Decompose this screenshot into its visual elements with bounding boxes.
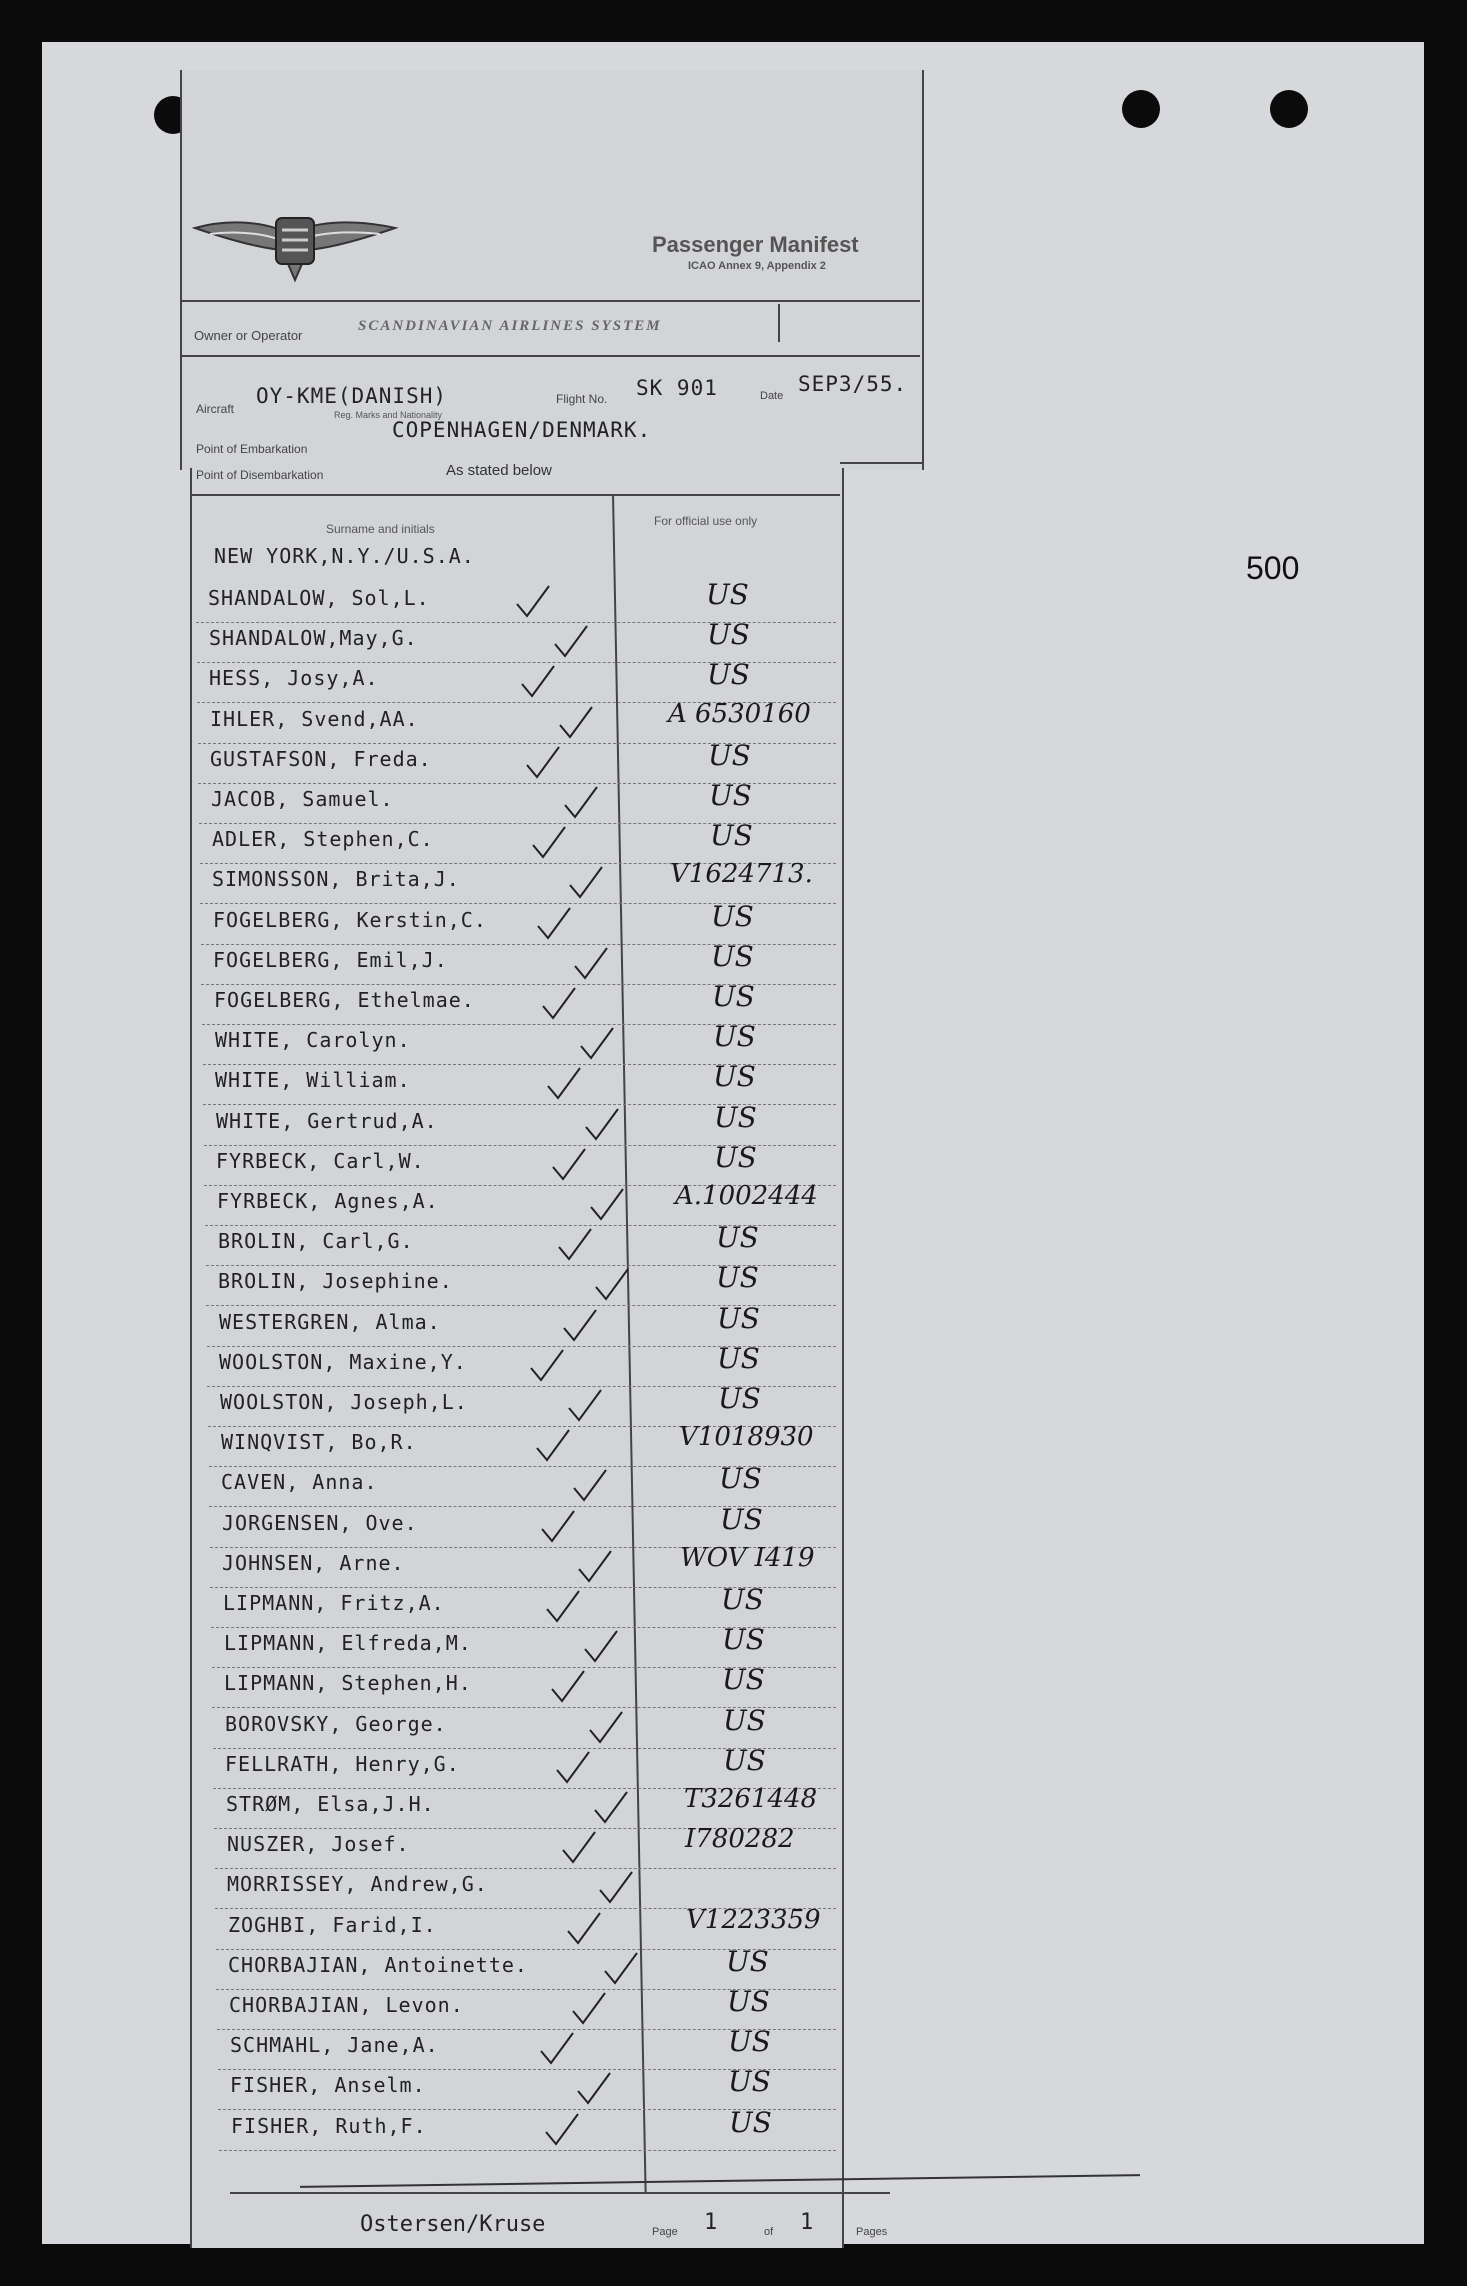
passenger-name: FELLRATH, Henry,G. <box>225 1752 460 1776</box>
passenger-name: JORGENSEN, Ove. <box>222 1511 418 1535</box>
page-value: 1 <box>704 2210 718 2235</box>
passenger-name: FOGELBERG, Kerstin,C. <box>213 908 487 932</box>
official-annotation: US <box>716 1221 759 1254</box>
check-mark-icon <box>553 1748 593 1788</box>
check-mark-icon <box>586 1708 626 1748</box>
passenger-name: CHORBAJIAN, Antoinette. <box>228 1953 528 1977</box>
check-mark-icon <box>555 1225 595 1265</box>
official-annotation: US <box>711 900 754 933</box>
official-annotation: US <box>717 1302 760 1335</box>
passenger-name: LIPMANN, Stephen,H. <box>224 1671 472 1695</box>
check-mark-icon <box>534 904 574 944</box>
official-annotation: US <box>707 658 750 691</box>
check-mark-icon <box>551 622 591 662</box>
check-mark-icon <box>542 2110 582 2150</box>
official-annotation: US <box>728 2065 771 2098</box>
official-annotation: WOV I419 <box>680 1543 815 1573</box>
check-mark-icon <box>570 1466 610 1506</box>
of-label: of <box>764 2226 774 2238</box>
official-annotation: V1223359 <box>686 1905 821 1935</box>
check-mark-icon <box>559 1828 599 1868</box>
check-mark-icon <box>518 662 558 702</box>
check-mark-icon <box>539 984 579 1024</box>
punch-hole <box>1270 90 1308 128</box>
check-mark-icon <box>566 863 606 903</box>
official-annotation: A 6530160 <box>668 699 811 729</box>
passenger-name: WESTERGREN, Alma. <box>219 1310 441 1334</box>
manifest-subtitle: ICAO Annex 9, Appendix 2 <box>688 260 826 272</box>
official-annotation: T3261448 <box>684 1784 818 1814</box>
official-annotation: US <box>718 1382 761 1415</box>
passenger-name: FISHER, Anselm. <box>230 2073 426 2097</box>
passenger-name: CHORBAJIAN, Levon. <box>229 1993 464 2017</box>
check-mark-icon <box>571 944 611 984</box>
date-value: SEP3/55. <box>798 372 908 396</box>
row-divider <box>215 1868 836 1869</box>
aircraft-label: Aircraft <box>196 402 235 416</box>
passenger-name: SHANDALOW,May,G. <box>209 626 418 650</box>
table-top-rule <box>190 494 840 496</box>
signature: Ostersen/Kruse <box>360 2212 546 2237</box>
manifest-title: Passenger Manifest <box>652 232 859 257</box>
passenger-name: WHITE, Carolyn. <box>215 1028 411 1052</box>
header-rule <box>180 355 920 357</box>
check-mark-icon <box>591 1788 631 1828</box>
check-mark-icon <box>560 1306 600 1346</box>
check-mark-icon <box>513 582 553 622</box>
official-annotation: V1624713. <box>670 859 813 889</box>
page-label: Page <box>652 2226 678 2238</box>
passenger-name: LIPMANN, Elfreda,M. <box>224 1631 472 1655</box>
passenger-name: MORRISSEY, Andrew,G. <box>227 1872 488 1896</box>
check-mark-icon <box>581 1627 621 1667</box>
official-annotation: US <box>722 1623 765 1656</box>
row-divider <box>219 2150 836 2151</box>
check-mark-icon <box>523 743 563 783</box>
official-annotation: US <box>709 779 752 812</box>
check-mark-icon <box>537 2029 577 2069</box>
passenger-name: NUSZER, Josef. <box>227 1832 410 1856</box>
official-annotation: US <box>723 1744 766 1777</box>
check-mark-icon <box>561 783 601 823</box>
check-mark-icon <box>574 2069 614 2109</box>
check-mark-icon <box>601 1949 641 1989</box>
official-annotation: US <box>712 980 755 1013</box>
archive-page-number: 500 <box>1246 550 1300 586</box>
check-mark-icon <box>529 823 569 863</box>
passenger-name: FYRBECK, Agnes,A. <box>217 1189 439 1213</box>
owner-label: Owner or Operator <box>194 328 303 343</box>
check-mark-icon <box>544 1064 584 1104</box>
check-mark-icon <box>587 1185 627 1225</box>
disembarkation-value: As stated below <box>446 462 552 479</box>
disembarkation-label: Point of Disembarkation <box>196 468 324 482</box>
official-annotation: US <box>726 1945 769 1978</box>
official-annotation: US <box>723 1704 766 1737</box>
official-annotation: US <box>722 1663 765 1696</box>
header-rule <box>180 300 920 302</box>
punch-hole <box>1122 90 1160 128</box>
official-annotation: US <box>707 618 750 651</box>
passenger-name: WHITE, Gertrud,A. <box>216 1109 438 1133</box>
passenger-name: JOHNSEN, Arne. <box>222 1551 405 1575</box>
official-annotation: V1018930 <box>679 1422 814 1452</box>
official-annotation: US <box>714 1141 757 1174</box>
official-annotation: US <box>710 819 753 852</box>
check-mark-icon <box>575 1547 615 1587</box>
check-mark-icon <box>596 1868 636 1908</box>
aircraft-caption: Reg. Marks and Nationality <box>334 410 443 420</box>
check-mark-icon <box>592 1265 632 1305</box>
footer-rule <box>230 2192 890 2194</box>
official-annotation: US <box>727 1985 770 2018</box>
column-header-name: Surname and initials <box>326 522 435 536</box>
passenger-name: SHANDALOW, Sol,L. <box>208 586 430 610</box>
flight-label: Flight No. <box>556 392 608 406</box>
check-mark-icon <box>548 1667 588 1707</box>
check-mark-icon <box>527 1346 567 1386</box>
passenger-name: FISHER, Ruth,F. <box>231 2114 427 2138</box>
passenger-name: HESS, Josy,A. <box>209 666 379 690</box>
official-annotation: US <box>714 1101 757 1134</box>
official-annotation: US <box>708 739 751 772</box>
of-value: 1 <box>800 2210 814 2235</box>
check-mark-icon <box>533 1426 573 1466</box>
official-annotation: US <box>716 1261 759 1294</box>
header-rule <box>840 462 922 464</box>
passenger-name: IHLER, Svend,AA. <box>210 707 419 731</box>
check-mark-icon <box>569 1989 609 2029</box>
operator-name: SCANDINAVIAN AIRLINES SYSTEM <box>358 318 662 334</box>
airline-logo <box>190 200 400 300</box>
passenger-name: LIPMANN, Fritz,A. <box>223 1591 445 1615</box>
official-annotation: US <box>713 1060 756 1093</box>
passenger-name: BROLIN, Josephine. <box>218 1269 453 1293</box>
passenger-name: SIMONSSON, Brita,J. <box>212 867 460 891</box>
check-mark-icon <box>549 1145 589 1185</box>
passenger-name: WHITE, William. <box>215 1068 411 1092</box>
official-annotation: US <box>719 1462 762 1495</box>
operator-divider <box>778 304 780 342</box>
flight-value: SK 901 <box>636 376 718 400</box>
passenger-name: BROLIN, Carl,G. <box>218 1229 414 1253</box>
official-annotation: US <box>706 578 749 611</box>
passenger-name: JACOB, Samuel. <box>211 787 394 811</box>
passenger-name: STRØM, Elsa,J.H. <box>226 1792 435 1816</box>
embarkation-label: Point of Embarkation <box>196 442 308 456</box>
official-annotation: I780282 <box>685 1824 795 1854</box>
official-annotation: A.1002444 <box>675 1181 818 1211</box>
aircraft-value: OY-KME(DANISH) <box>256 384 448 408</box>
passenger-name: ADLER, Stephen,C. <box>212 827 434 851</box>
passenger-name: FOGELBERG, Emil,J. <box>213 948 448 972</box>
passenger-name: WINQVIST, Bo,R. <box>221 1430 417 1454</box>
passenger-name: FOGELBERG, Ethelmae. <box>214 988 475 1012</box>
check-mark-icon <box>582 1105 622 1145</box>
passenger-name: FYRBECK, Carl,W. <box>216 1149 425 1173</box>
passenger-name: ZOGHBI, Farid,I. <box>228 1913 437 1937</box>
date-label: Date <box>760 390 784 402</box>
check-mark-icon <box>543 1587 583 1627</box>
official-annotation: US <box>729 2106 772 2139</box>
check-mark-icon <box>577 1024 617 1064</box>
passenger-name: BOROVSKY, George. <box>225 1712 447 1736</box>
destination: NEW YORK,N.Y./U.S.A. <box>214 544 475 568</box>
official-annotation: US <box>717 1342 760 1375</box>
pages-label: Pages <box>856 2226 888 2238</box>
official-annotation: US <box>713 1020 756 1053</box>
passenger-name: WOOLSTON, Maxine,Y. <box>219 1350 467 1374</box>
passenger-name: CAVEN, Anna. <box>221 1470 378 1494</box>
embarkation-value: COPENHAGEN/DENMARK. <box>392 418 652 442</box>
passenger-name: GUSTAFSON, Freda. <box>210 747 432 771</box>
check-mark-icon <box>565 1386 605 1426</box>
check-mark-icon <box>538 1507 578 1547</box>
official-annotation: US <box>720 1503 763 1536</box>
column-header-official: For official use only <box>654 514 758 528</box>
official-annotation: US <box>711 940 754 973</box>
passenger-name: SCHMAHL, Jane,A. <box>230 2033 439 2057</box>
check-mark-icon <box>556 703 596 743</box>
check-mark-icon <box>564 1909 604 1949</box>
passenger-name: WOOLSTON, Joseph,L. <box>220 1390 468 1414</box>
official-annotation: US <box>728 2025 771 2058</box>
official-annotation: US <box>721 1583 764 1616</box>
